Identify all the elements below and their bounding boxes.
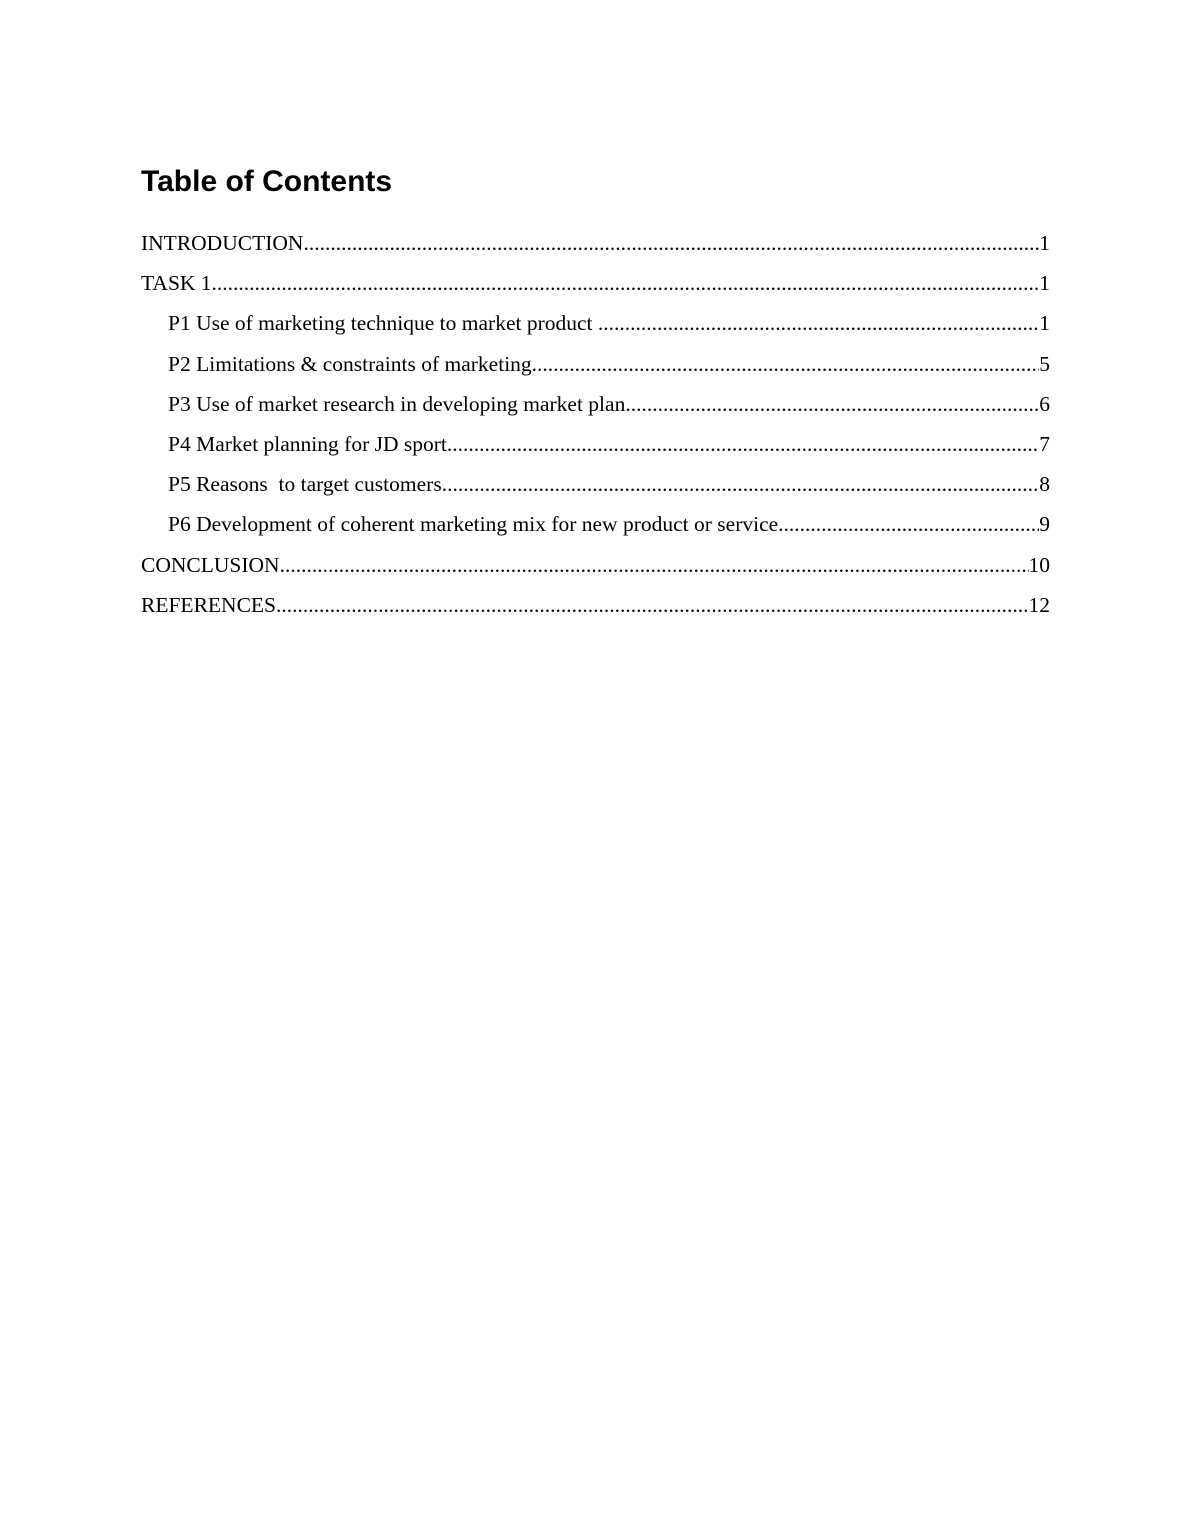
toc-entry-text: P1 Use of marketing technique to market product	[168, 311, 598, 336]
toc-page-number: 1	[1039, 311, 1050, 336]
toc-entry-p3[interactable]	[141, 387, 1050, 427]
toc-entry-text: P5 Reasons to target customers	[168, 472, 442, 497]
toc-entry-text: TASK 1	[141, 271, 212, 296]
toc-list	[141, 226, 1050, 628]
toc-page-number: 10	[1028, 552, 1050, 577]
toc-dot-leader	[280, 548, 1029, 582]
toc-entry-text: CONCLUSION	[141, 552, 280, 577]
toc-page-number: 9	[1039, 512, 1050, 537]
toc-page-number: 8	[1039, 472, 1050, 497]
toc-dot-leader	[276, 588, 1029, 622]
toc-entry-p2[interactable]	[141, 347, 1050, 387]
toc-entry-text: P4 Market planning for JD sport	[168, 431, 447, 456]
toc-dot-leader	[442, 467, 1040, 501]
toc-page-number: 1	[1039, 231, 1050, 255]
toc-entry-text: P2 Limitations & constraints of marketing	[168, 351, 532, 376]
toc-entry-conclusion[interactable]	[141, 548, 1050, 588]
toc-entry-text: INTRODUCTION	[141, 231, 304, 255]
toc-dot-leader	[625, 387, 1039, 421]
toc-entry-p5[interactable]	[141, 467, 1050, 507]
toc-page-number: 6	[1039, 391, 1050, 416]
toc-page-number: 1	[1039, 271, 1050, 296]
toc-dot-leader	[447, 427, 1039, 461]
toc-entry-references[interactable]	[141, 588, 1050, 628]
toc-dot-leader	[212, 266, 1040, 300]
toc-page-number: 12	[1028, 592, 1050, 617]
toc-page-number: 5	[1039, 351, 1050, 376]
toc-dot-leader	[598, 306, 1039, 340]
toc-dot-leader	[778, 507, 1039, 541]
toc-entry-text: P6 Development of coherent marketing mix for new product or service	[168, 512, 779, 537]
toc-entry-text: REFERENCES	[141, 592, 276, 617]
toc-entry-text: P3 Use of market research in developing market plan	[168, 391, 626, 416]
toc-entry-task-1[interactable]	[141, 266, 1050, 306]
toc-entry-p4[interactable]	[141, 427, 1050, 467]
toc-page-number: 7	[1039, 431, 1050, 456]
toc-dot-leader	[303, 226, 1039, 260]
toc-entry-introduction[interactable]	[141, 226, 1050, 266]
toc-title: Table of Contents	[141, 165, 393, 198]
toc-dot-leader	[532, 347, 1040, 381]
toc-entry-p1[interactable]	[141, 306, 1050, 346]
toc-entry-p6[interactable]	[141, 507, 1050, 547]
